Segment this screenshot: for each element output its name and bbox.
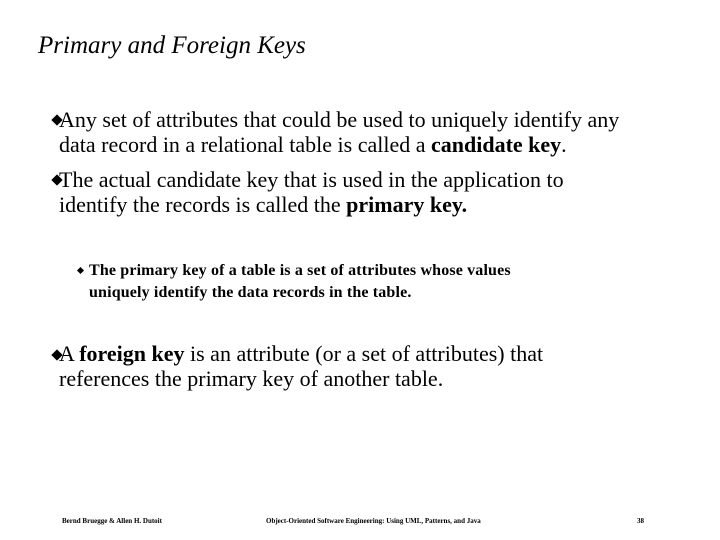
bullet-text: data record in a relational table is called a <box>59 132 431 157</box>
slide-title: Primary and Foreign Keys <box>38 32 306 59</box>
bullet-line <box>59 167 709 192</box>
term-candidate-key: candidate key <box>430 132 562 157</box>
term-primary-key: primary key. <box>346 192 468 217</box>
footer-authors: Bernd Bruegge & Allen H. Dutoit <box>62 517 162 525</box>
bullet-line <box>59 132 709 157</box>
bullet-text: is an attribute (or a set of attributes) that <box>184 341 544 366</box>
bullet-text: identify the records is called the <box>59 192 347 217</box>
bullet-line: references the primary key of another table. <box>59 366 444 391</box>
bullet-line <box>59 107 709 132</box>
bullet-line <box>59 192 709 217</box>
bullet-foreign-key <box>59 341 709 391</box>
subbullet-line: uniquely identify the data records in the table. <box>89 284 412 301</box>
bullet-primary-key <box>59 167 709 217</box>
footer-page-number: 38 <box>637 517 644 525</box>
bullet-text: A <box>59 341 80 366</box>
bullet-text: . <box>561 132 567 157</box>
bullet-text: The actual candidate key that is used in the application to <box>59 167 564 192</box>
bullet-candidate-key <box>59 107 709 157</box>
subbullet-primary-key-definition <box>89 260 689 304</box>
subbullet-diamond-icon <box>77 267 84 274</box>
bullet-line <box>59 341 709 366</box>
footer-book-title: Object-Oriented Software Engineering: Using UML, Patterns, and Java <box>266 517 481 525</box>
term-foreign-key: foreign key <box>79 341 185 366</box>
bullet-text: Any set of attributes that could be used to uniquely identify any <box>59 107 620 132</box>
subbullet-line: The primary key of a table is a set of attributes whose values <box>89 262 511 279</box>
